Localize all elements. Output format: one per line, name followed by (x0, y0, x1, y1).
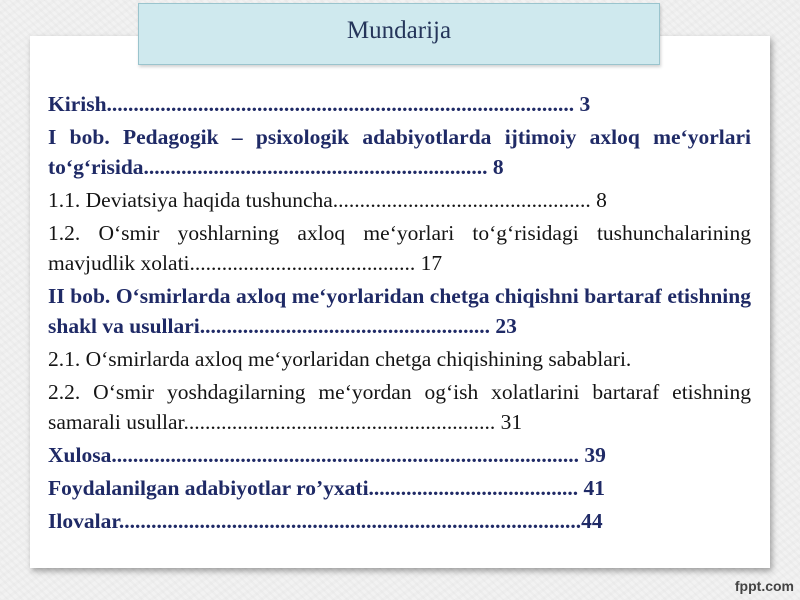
toc-entry-xulosa: Xulosa....................................................................................... 39 (48, 443, 606, 467)
toc-entry-chapter-2: II bob. O‘smirlarda axloq me‘yorlaridan chetga chiqishni bartaraf etishning shakl va usullari...................................................... 23 (48, 284, 751, 338)
toc-entry-section-2-2: 2.2. O‘smir yoshdagilarning me‘yordan og‘ish xolatlarini bartaraf etishning samarali usullar.......................................................... 31 (48, 380, 751, 434)
toc-entry-section-2-1: 2.1. O‘smirlarda axloq me‘yorlaridan chetga chiqishining sabablari. (48, 347, 632, 371)
fppt-watermark: fppt.com (734, 578, 794, 594)
toc-entry-section-1-1: 1.1. Deviatsiya haqida tushuncha................................................ 8 (48, 188, 607, 212)
toc-entry-section-1-2: 1.2. O‘smir yoshlarning axloq me‘yorlari to‘g‘risidagi tushunchalarining mavjudlik xolati.......................................... 17 (48, 221, 751, 275)
toc-entry-kirish: Kirish....................................................................................... 3 (48, 92, 591, 116)
page-title: Mundarija (346, 17, 452, 44)
toc-entry-chapter-1: I bob. Pedagogik – psixologik adabiyotlarda ijtimoiy axloq me‘yorlari to‘g‘risida................................................................ 8 (48, 125, 751, 179)
table-of-contents (48, 89, 751, 539)
toc-entry-appendices: Ilovalar......................................................................................44 (48, 509, 603, 533)
title-banner (138, 3, 660, 65)
toc-entry-references: Foydalanilgan adabiyotlar ro’yxati....................................... 41 (48, 476, 606, 500)
